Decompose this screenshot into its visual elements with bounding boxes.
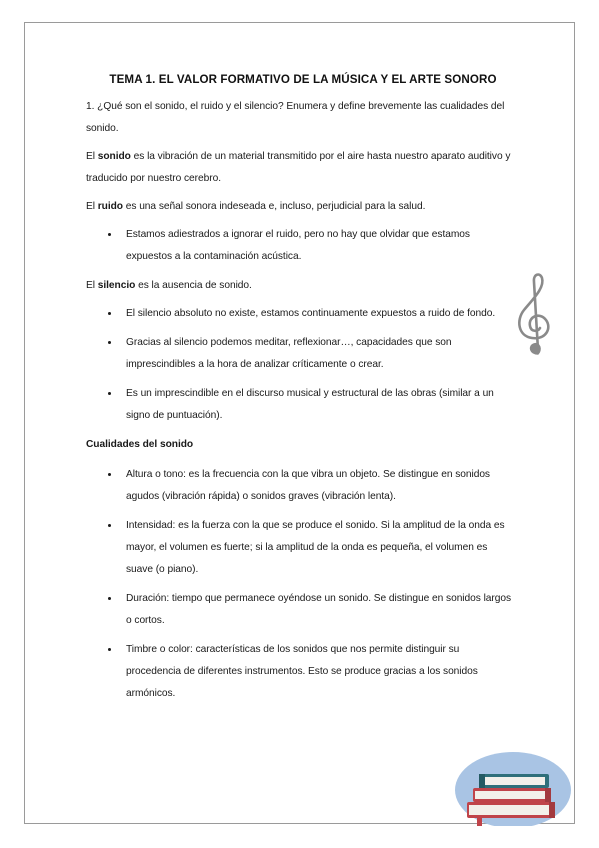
list-item: • El silencio absoluto no existe, estamos continuamente expuestos a ruido de fondo. — [120, 303, 516, 325]
silencio-pre: El — [86, 280, 98, 291]
question-paragraph: 1. ¿Qué son el sonido, el ruido y el silencio? Enumera y define brevemente las cualidades del sonido. — [86, 101, 505, 134]
list-item: • Altura o tono: es la frecuencia con la que vibra un objeto. Se distingue en sonidos agudos (vibración rápida) o sonidos graves (vibración lenta). — [120, 464, 516, 508]
list-item: • Gracias al silencio podemos meditar, reflexionar…, capacidades que son imprescindibles a la hora de analizar críticamente o crear. — [120, 332, 516, 376]
sonido-definition — [86, 146, 516, 190]
silencio-post: es la ausencia de sonido. — [135, 280, 252, 291]
sonido-pre: El — [86, 151, 98, 162]
sonido-term: sonido — [97, 151, 131, 162]
ruido-term: ruido — [97, 201, 123, 212]
page-title: TEMA 1. EL VALOR FORMATIVO DE LA MÚSICA Y EL ARTE SONORO — [109, 73, 497, 86]
silencio-bullet-list — [86, 303, 516, 427]
list-item: • Estamos adiestrados a ignorar el ruido, pero no hay que olvidar que estamos expuestos a la contaminación acústica. — [120, 224, 516, 268]
ruido-definition — [86, 196, 516, 218]
ruido-bullet-list — [86, 224, 516, 268]
ruido-post: es una señal sonora indeseada e, incluso, perjudicial para la salud. — [122, 201, 426, 212]
books-stack-icon — [453, 744, 573, 826]
sonido-post: es la vibración de un material transmitido por el aire hasta nuestro aparato auditivo y traducido por nuestro cerebro. — [86, 151, 511, 184]
ruido-pre: El — [86, 201, 98, 212]
list-item: • Intensidad: es la fuerza con la que se produce el sonido. Si la amplitud de la onda es mayor, el volumen es fuerte; si la amplitud de la onda es pequeña, el volumen es suave (o piano). — [120, 515, 516, 581]
document-body — [86, 70, 516, 712]
silencio-term: silencio — [97, 280, 136, 291]
silencio-definition — [86, 275, 516, 297]
list-item: • Duración: tiempo que permanece oyéndose un sonido. Se distingue en sonidos largos o cortos. — [120, 588, 516, 632]
list-item: • Es un imprescindible en el discurso musical y estructural de las obras (similar a un signo de puntuación). — [120, 383, 516, 427]
treble-clef-icon — [512, 270, 558, 358]
cualidades-bullet-list — [86, 464, 516, 705]
cualidades-heading: Cualidades del sonido — [86, 439, 194, 450]
list-item: • Timbre o color: características de los sonidos que nos permite distinguir su procedencia de diferentes instrumentos. Esto se produce gracias a los sonidos armónicos. — [120, 639, 516, 705]
